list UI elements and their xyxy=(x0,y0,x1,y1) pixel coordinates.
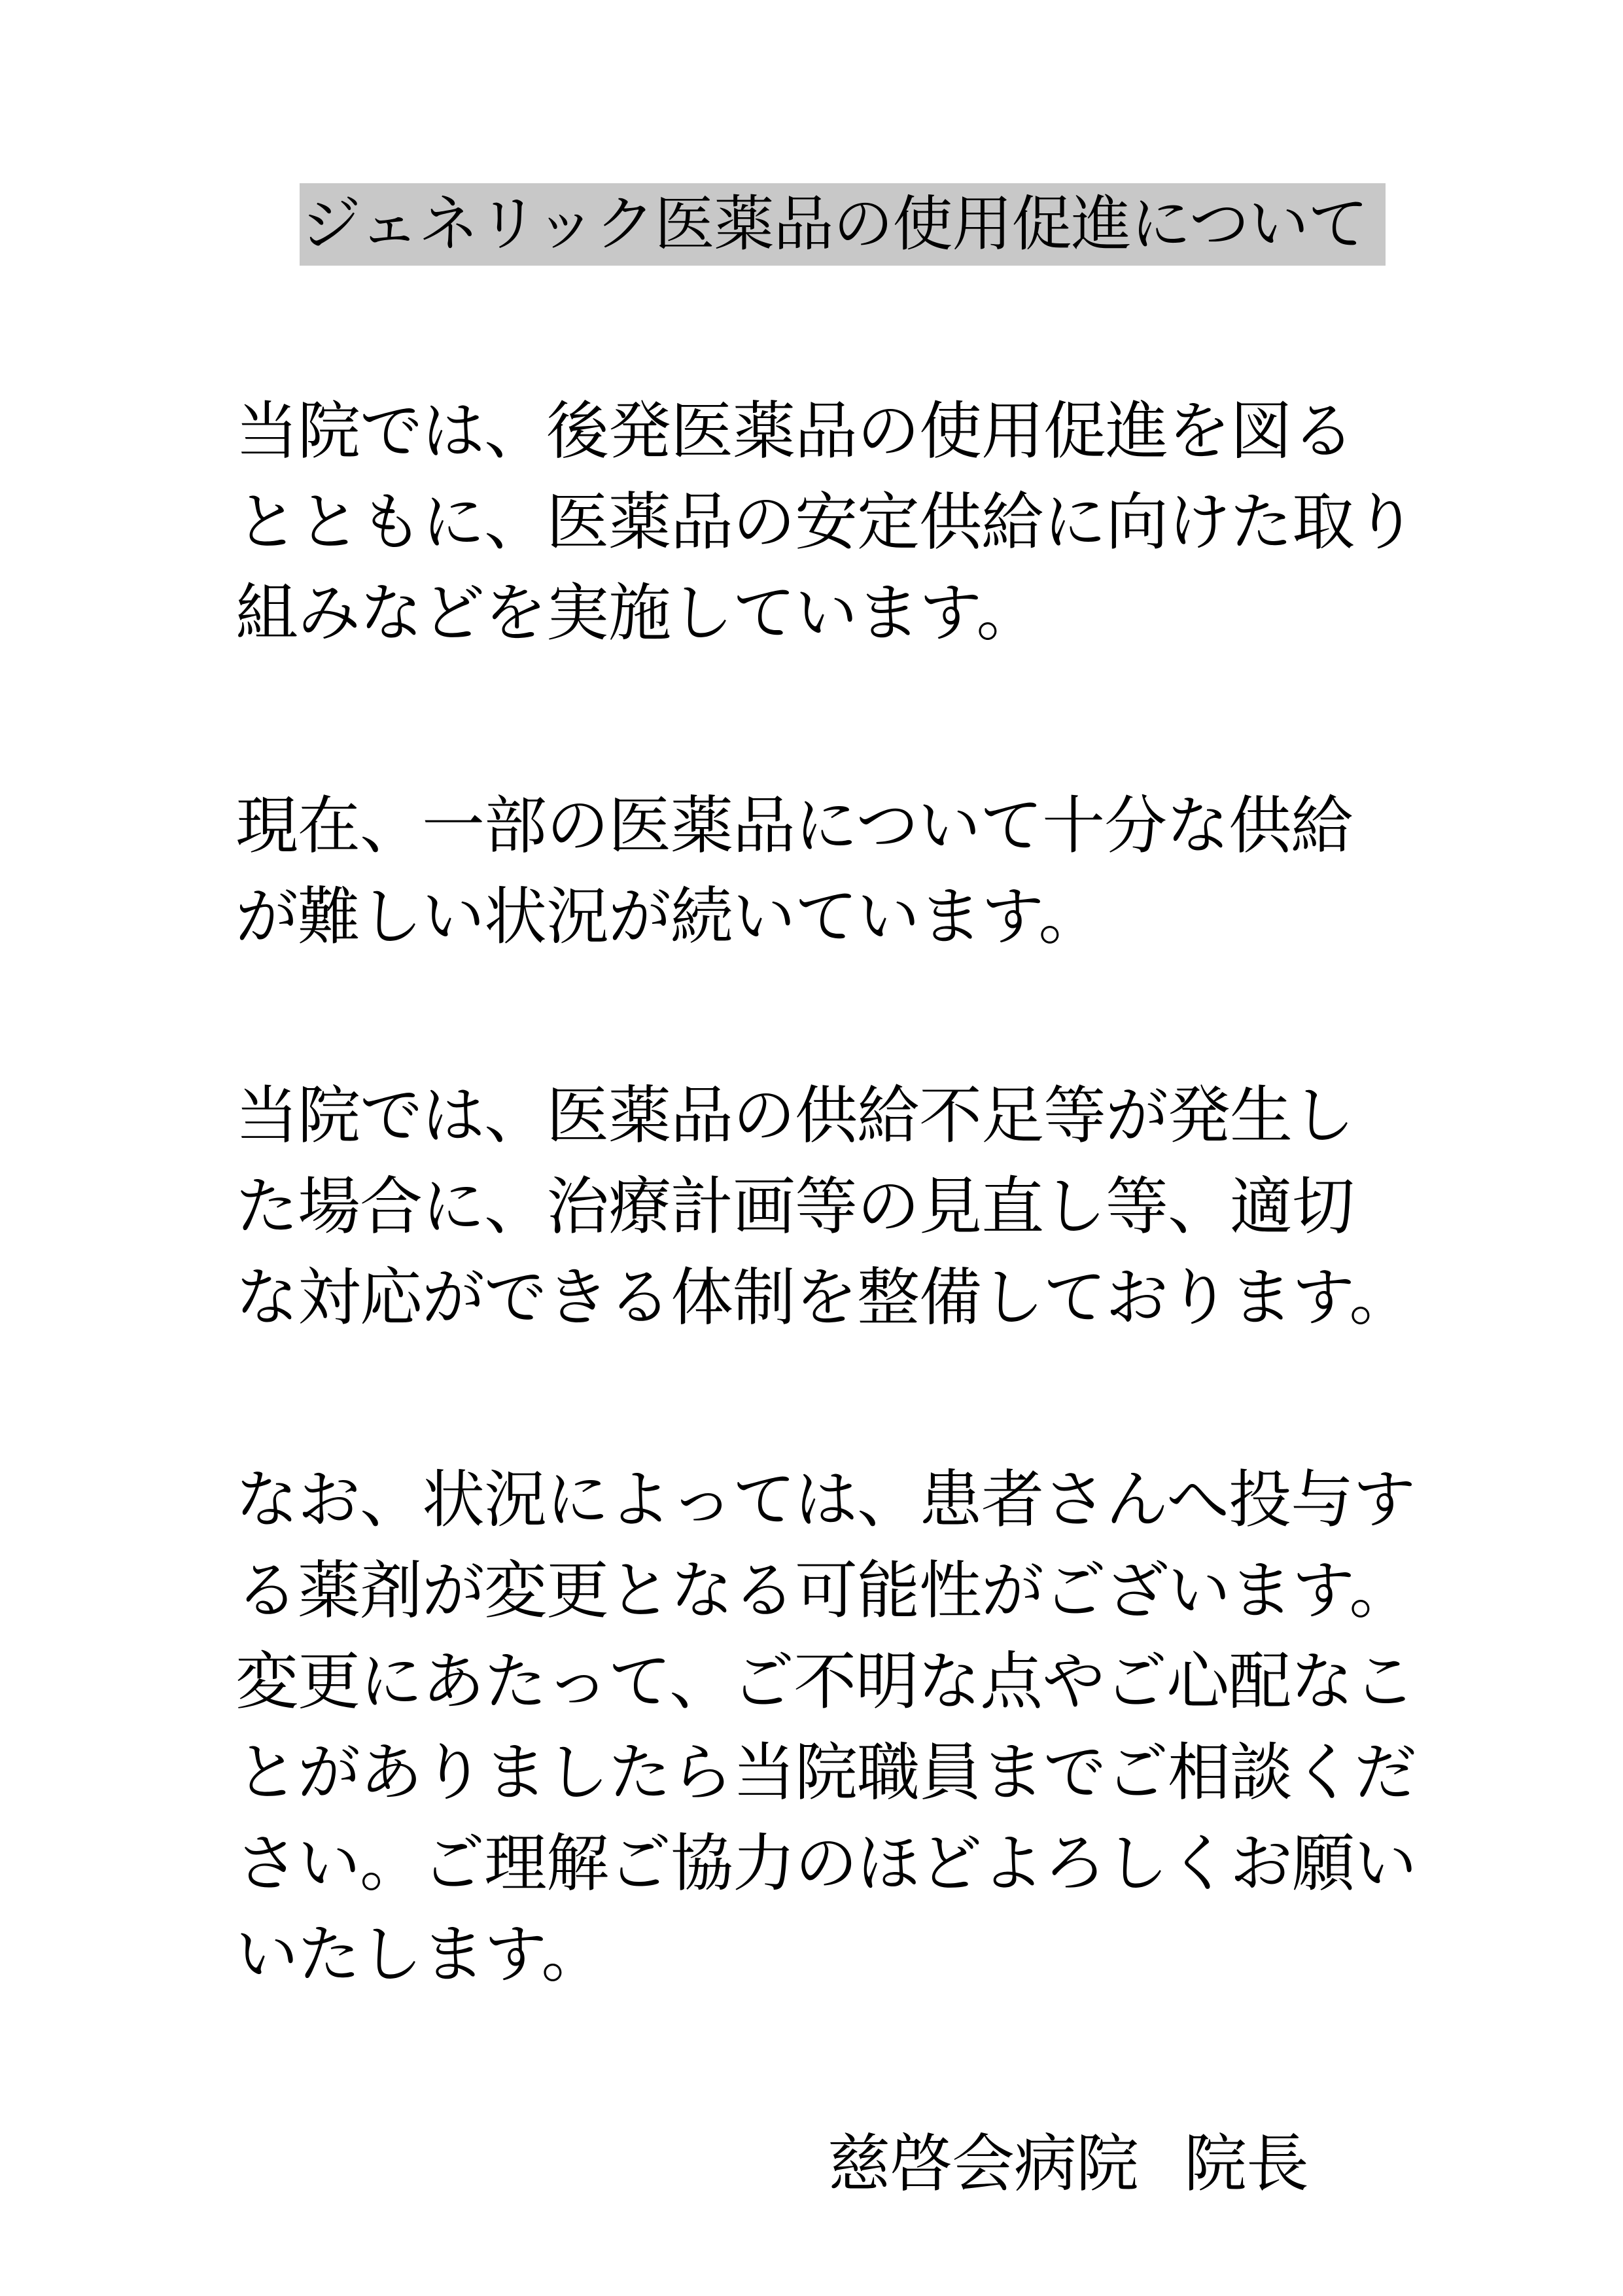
paragraph-supply-situation xyxy=(236,781,1400,963)
paragraph-response-system xyxy=(236,1070,1412,1343)
paragraph-generic-drug-promotion xyxy=(236,386,1416,659)
paragraph-line: とがありましたら当院職員までご相談くだ xyxy=(236,1736,1416,1809)
paragraph-line: とともに、医薬品の安定供給に向けた取り xyxy=(236,486,1416,559)
signature xyxy=(828,2121,1308,2206)
paragraph-line: 当院では、医薬品の供給不足等が発生し xyxy=(236,1079,1354,1152)
paragraph-line: た場合に、治療計画等の見直し等、適切 xyxy=(236,1170,1354,1243)
paragraph-line: 変更にあたって、ご不明な点やご心配なこ xyxy=(236,1645,1416,1718)
paragraph-line: 組みなどを実施しています。 xyxy=(236,576,1039,650)
paragraph-line: が難しい状況が続いています。 xyxy=(236,880,1101,953)
paragraph-medication-change-notice xyxy=(236,1455,1416,2000)
paragraph-line: る薬剤が変更となる可能性がございます。 xyxy=(236,1554,1412,1627)
paragraph-line: 現在、一部の医薬品について十分な供給 xyxy=(236,789,1353,862)
paragraph-line: なお、状況によっては、患者さんへ投与す xyxy=(236,1463,1416,1536)
signature-organization: 慈啓会病院 xyxy=(828,2127,1138,2200)
document-title: ジェネリック医薬品の使用促進について xyxy=(300,183,1386,266)
paragraph-line: な対応ができる体制を整備しております。 xyxy=(236,1261,1412,1334)
signature-role: 院長 xyxy=(1184,2127,1308,2200)
paragraph-line: 当院では、後発医薬品の使用促進を図る xyxy=(236,395,1354,468)
paragraph-line: いたします。 xyxy=(236,1918,604,1991)
paragraph-line: さい。ご理解ご協力のほどよろしくお願い xyxy=(236,1827,1416,1900)
